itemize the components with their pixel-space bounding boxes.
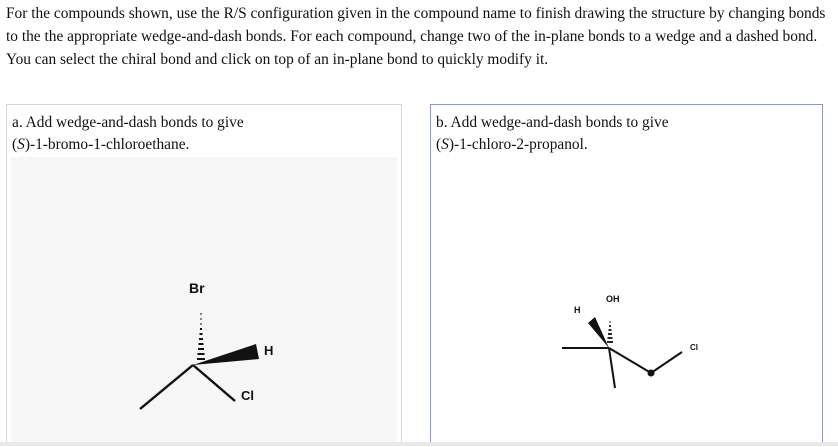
molecule-b-drawing (435, 157, 820, 447)
bottom-divider (0, 442, 838, 446)
panel-b-prompt-line1: b. Add wedge-and-dash bonds to give (436, 114, 669, 131)
atom-cl-label[interactable]: Cl (690, 343, 698, 352)
bond-cl[interactable] (651, 352, 682, 373)
selected-atom-dot[interactable] (648, 370, 655, 377)
panel-b (430, 104, 823, 446)
molecule-a-drawing (11, 157, 399, 447)
panel-b-compound-name: )-1-chloro-2-propanol. (448, 136, 588, 153)
panel-b-config: S (441, 136, 449, 153)
dash-bond-oh[interactable] (607, 322, 613, 342)
bond-cl[interactable] (193, 365, 235, 401)
panel-b-prompt (436, 112, 669, 156)
panel-a-config: S (17, 136, 25, 153)
drawing-canvas-b[interactable] (435, 157, 818, 446)
atom-h-label[interactable]: H (574, 305, 581, 315)
atom-h-label[interactable]: H (264, 343, 274, 358)
panel-a (6, 104, 402, 446)
panel-a-prompt-line1: a. Add wedge-and-dash bonds to give (12, 114, 244, 131)
instructions-text: For the compounds shown, use the R/S configuration given in the compound name to finish drawing the structure by changing bonds to the the appropriate wedge-and-dash bonds. For each compound, change two of the in-plane bonds to a wedge and a dashed bond. You can select the chiral bond and click on top of an in-plane bond to quickly modify it. (6, 5, 826, 68)
panel-a-prompt (12, 112, 244, 156)
dash-bond-br[interactable] (197, 314, 205, 359)
bond-ch2[interactable] (609, 348, 651, 373)
bond-methyl[interactable] (140, 365, 193, 409)
atom-cl-label[interactable]: Cl (241, 388, 254, 403)
panel-a-compound-name: )-1-bromo-1-chloroethane. (24, 136, 190, 153)
wedge-bond-h[interactable] (588, 317, 609, 348)
atom-oh-label[interactable]: OH (606, 294, 620, 304)
panel-b-prompt-line2 (436, 134, 669, 156)
panel-a-paren: ( (12, 136, 18, 153)
atom-br-label[interactable]: Br (189, 280, 205, 296)
drawing-canvas-a[interactable] (11, 157, 397, 446)
panel-a-prompt-line2 (12, 134, 244, 156)
panel-b-paren: ( (436, 136, 442, 153)
bond-down[interactable] (609, 348, 615, 388)
